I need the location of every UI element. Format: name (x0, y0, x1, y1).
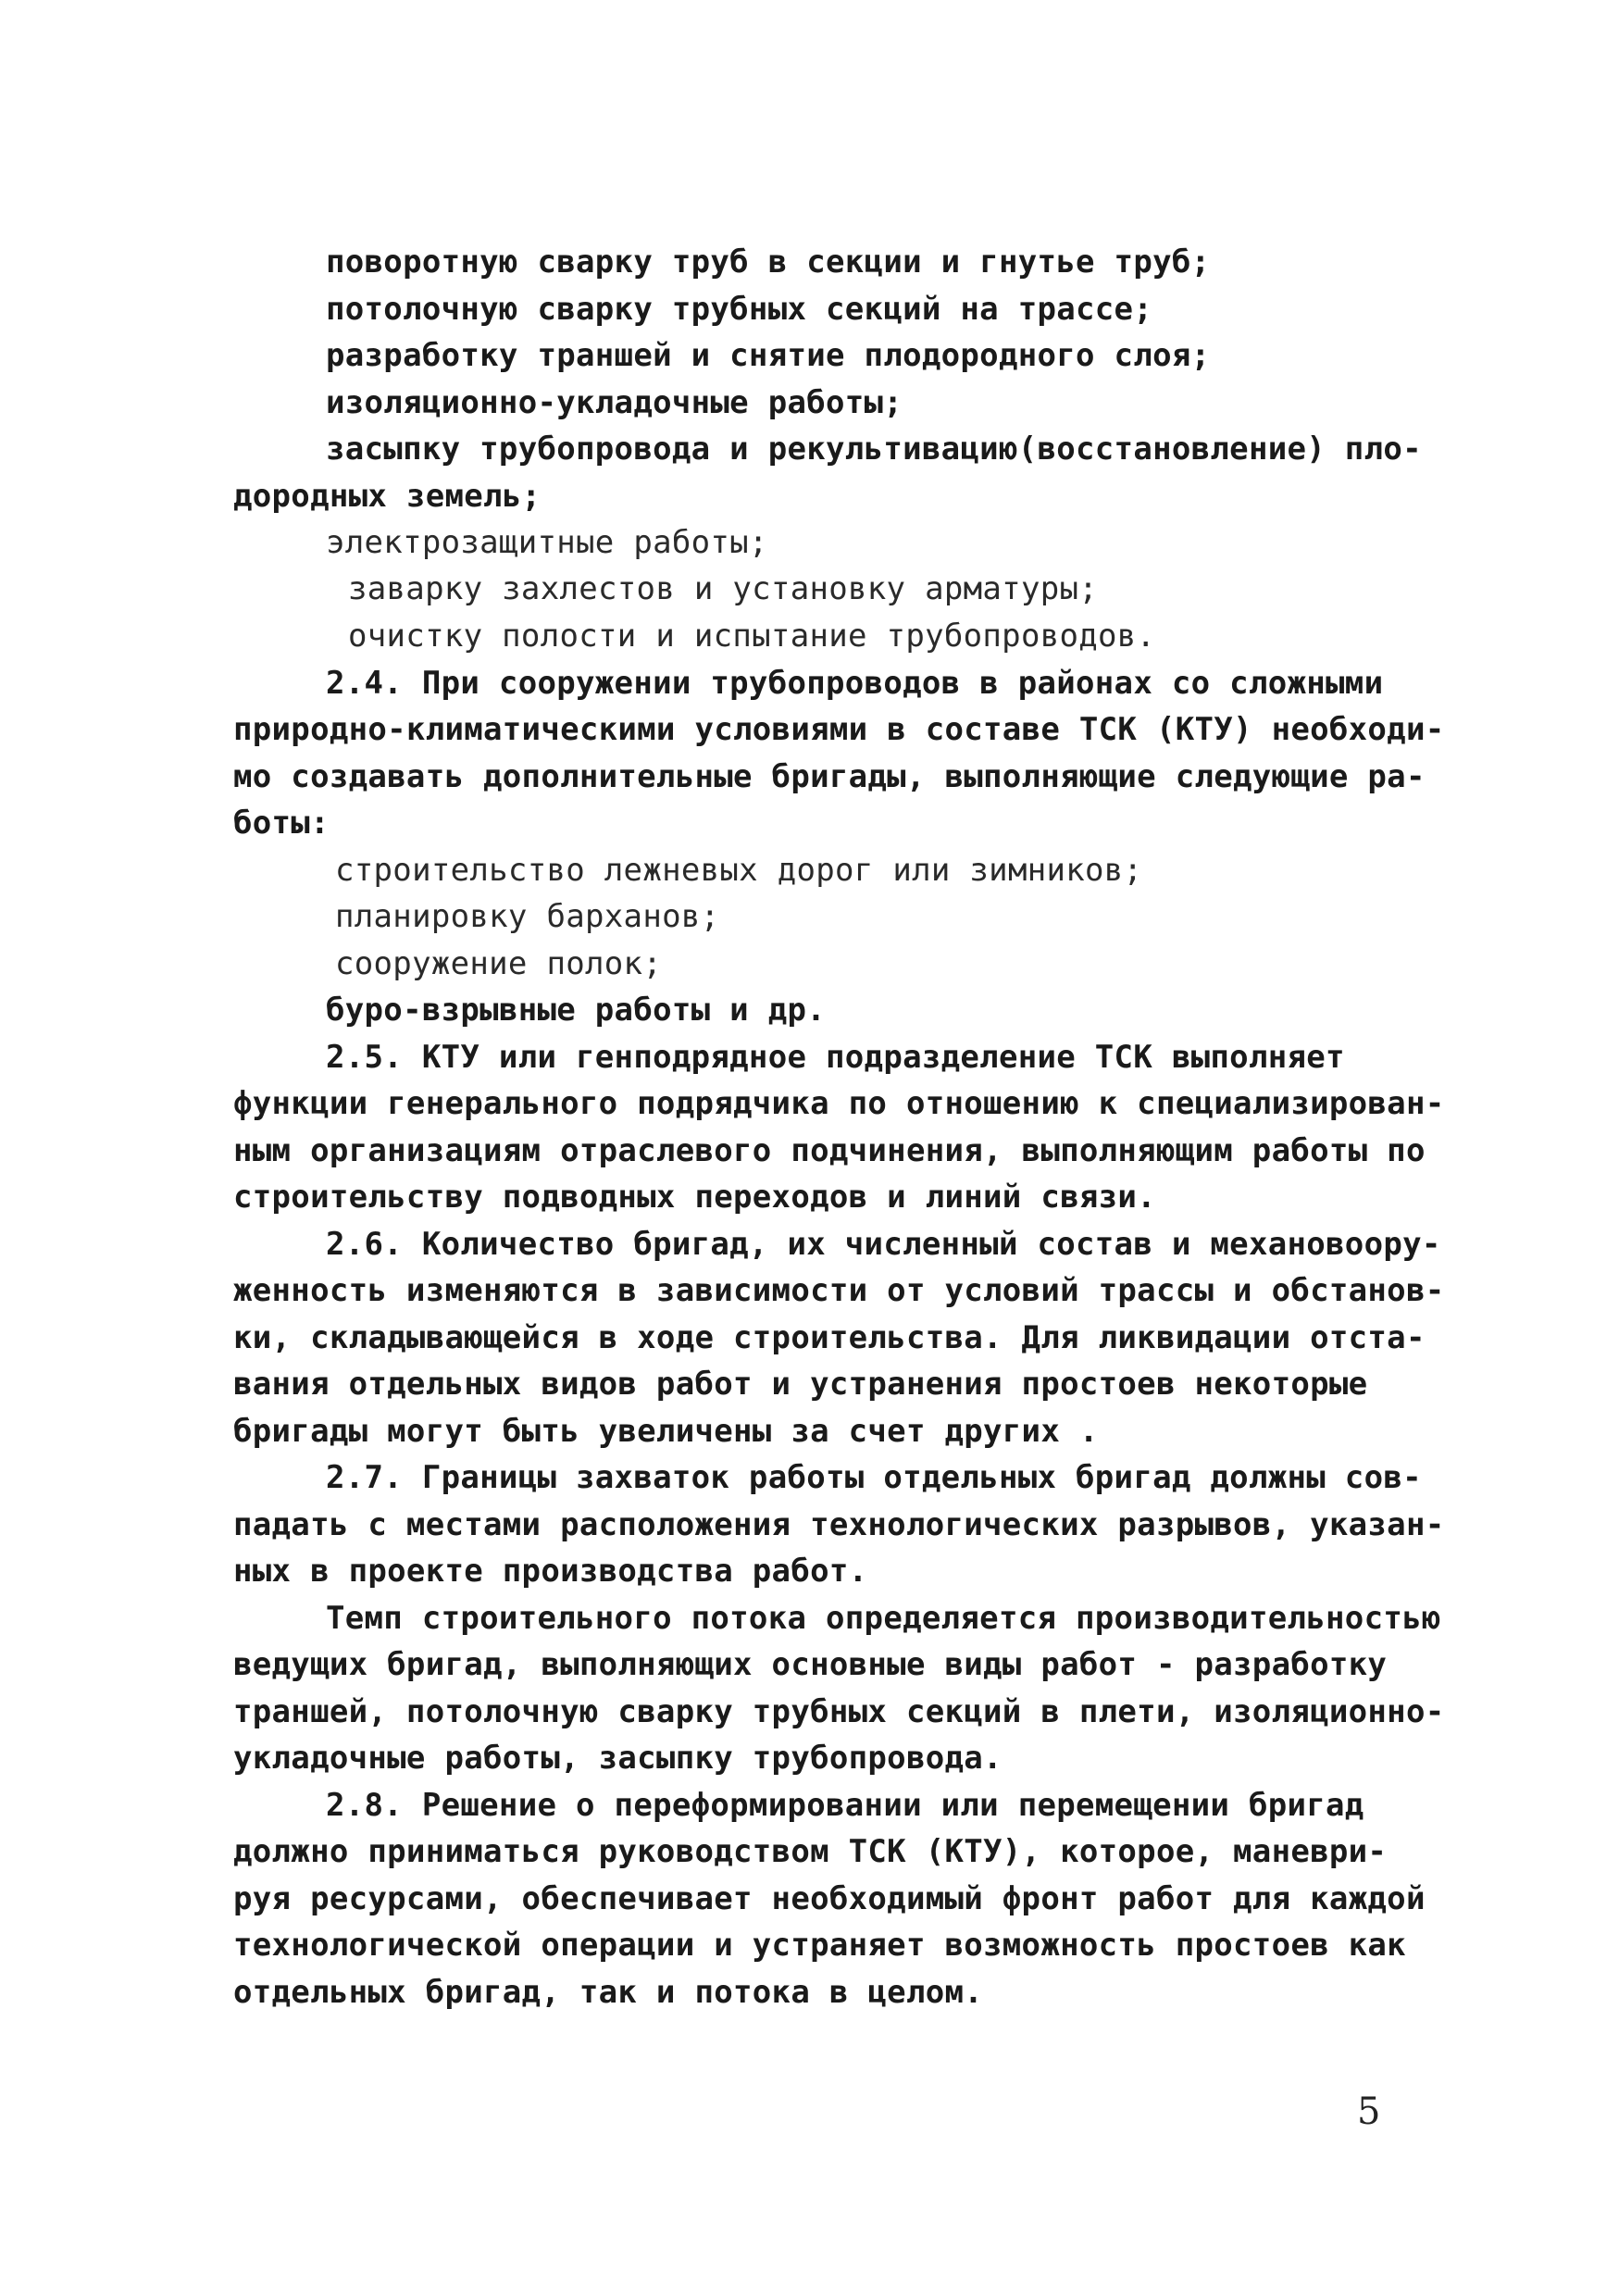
text-line: строительству подводных переходов и линий связи. (233, 1179, 1156, 1216)
text-line: ных в проекте производства работ. (233, 1553, 868, 1590)
text-line: планировку барханов; (335, 898, 720, 935)
text-line: дородных земель; (233, 478, 542, 515)
text-line: траншей, потолочную сварку трубных секций в плети, изоляционно- (233, 1693, 1445, 1730)
text-line: боты: (233, 805, 330, 842)
text-line: поворотную сварку труб в секции и гнутье труб; (326, 243, 1211, 281)
text-line: буро-взрывные работы и др. (326, 992, 827, 1029)
text-line: строительство лежневых дорог или зимников; (335, 852, 1143, 889)
text-line: падать с местами расположения технологических разрывов, указан- (233, 1506, 1445, 1543)
paragraph-temp-start: Темп строительного потока определяется производительностью (326, 1600, 1441, 1637)
paragraph-2-4-start: 2.4. При сооружении трубопроводов в районах со сложными (326, 665, 1384, 702)
paragraph-2-7-start: 2.7. Границы захваток работы отдельных бригад должны сов- (326, 1459, 1422, 1496)
text-line: ведущих бригад, выполняющих основные виды работ - разработку (233, 1646, 1388, 1683)
text-line: разработку траншей и снятие плодородного слоя; (326, 337, 1211, 374)
text-line: технологической операции и устраняет возможность простоев как (233, 1927, 1406, 1964)
text-line: заварку захлестов и установку арматуры; (348, 570, 1099, 607)
text-line: потолочную сварку трубных секций на трассе; (326, 291, 1153, 328)
text-line: очистку полости и испытание трубопроводов. (348, 618, 1156, 655)
text-line: электрозащитные работы; (326, 524, 768, 561)
text-line: засыпку трубопровода и рекультивацию(восстановление) пло- (326, 430, 1422, 468)
text-line: вания отдельных видов работ и устранения простоев некоторые (233, 1366, 1368, 1403)
text-line: укладочные работы, засыпку трубопровода. (233, 1740, 1003, 1777)
text-line: ным организациям отраслевого подчинения, выполняющим работы по (233, 1132, 1426, 1169)
paragraph-2-5-start: 2.5. КТУ или генподрядное подразделение ТСК выполняет (326, 1039, 1345, 1076)
text-line: женность изменяются в зависимости от условий трассы и обстанов- (233, 1272, 1445, 1309)
page-number: 5 (1357, 2090, 1381, 2133)
text-line: ки, складывающейся в ходе строительства. Для ликвидации отста- (233, 1319, 1426, 1356)
text-line: функции генерального подрядчика по отношению к специализирован- (233, 1085, 1445, 1122)
text-line: мо создавать дополнительные бригады, выполняющие следующие ра- (233, 758, 1426, 795)
text-line: бригады могут быть увеличены за счет других . (233, 1413, 1099, 1450)
text-line: сооружение полок; (335, 945, 663, 982)
text-line: руя ресурсами, обеспечивает необходимый фронт работ для каждой (233, 1880, 1426, 1917)
paragraph-2-8-start: 2.8. Решение о переформировании или перемещении бригад (326, 1787, 1364, 1824)
text-line: отдельных бригад, так и потока в целом. (233, 1974, 984, 2011)
paragraph-2-6-start: 2.6. Количество бригад, их численный состав и механовоору- (326, 1226, 1441, 1263)
text-line: природно-климатическими условиями в составе ТСК (КТУ) необходи- (233, 711, 1445, 748)
text-line: изоляционно-укладочные работы; (326, 384, 903, 421)
text-line: должно приниматься руководством ТСК (КТУ), которое, маневри- (233, 1833, 1388, 1870)
